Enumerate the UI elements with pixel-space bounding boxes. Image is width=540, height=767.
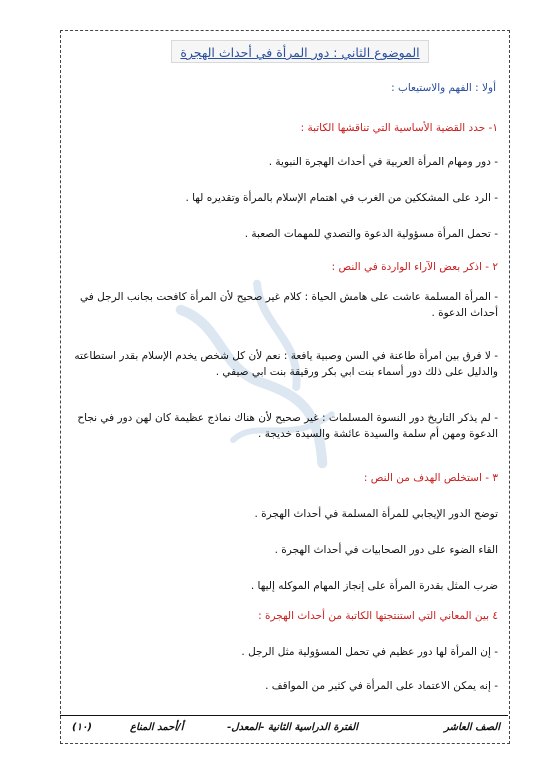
answer-3-3: ضرب المثل بقدرة المرأة على إنجاز المهام الموكله إليها . [250, 580, 498, 592]
page-title: الموضوع الثاني : دور المرأة في أحداث الهجرة [171, 40, 428, 63]
answer-2-2: - لا فرق بين امرأة طاعنة في السن وصبية يافعة : نعم لأن كل شخص يخدم الإسلام بقدر استطاعته والدليل على ذلك دور أسماء بنت ابي بكر ورقيقة بنت ابي صيفي . [74, 350, 498, 379]
answer-4-2: - إنه يمكن الاعتماد على المرأة في كثير من المواقف . [265, 680, 498, 692]
question-3: ٣ - استخلص الهدف من النص : [363, 472, 498, 484]
footer-teacher: أ/أحمد المناع [130, 722, 184, 733]
footer [60, 716, 508, 742]
answer-1-3: - تحمل المرأة مسؤولية الدعوة والتصدي للمهمات الصعبة . [244, 228, 498, 240]
answer-2-3: - لم يذكر التاريخ دور النسوة المسلمات : غير صحيح لأن هناك نماذج عظيمة كان لهن دور في نجاح الدعوة ومهن أم سلمة والسيدة عائشة والسيدة خديجة . [77, 412, 498, 441]
section-heading: أولا : الفهم والاستيعاب : [391, 82, 496, 94]
answer-3-1: توضح الدور الإيجابي للمرأة المسلمة في أحداث الهجرة . [254, 508, 498, 520]
question-1: ١- حدد القضية الأساسية التي تناقشها الكاتبة : [300, 122, 498, 134]
document-body [60, 30, 508, 742]
answer-1-1: - دور ومهام المرأة العربية في أحداث الهجرة النبوية . [268, 156, 498, 168]
answer-2-1: - المرأة المسلمة عاشت على هامش الحياة : كلام غير صحيح لأن المرأة كافحت بجانب الرجل في أحداث الدعوة . [80, 291, 498, 320]
answer-1-2: - الرد على المشككين من الغرب في اهتمام الإسلام بالمرأة وتقديره لها . [185, 192, 498, 204]
answer-3-2: القاء الضوء على دور الصحابيات في أحداث الهجرة . [274, 544, 498, 556]
question-4: ٤ بين المعاني التي استنتجتها الكاتبة من أحداث الهجرة : [258, 610, 498, 622]
question-2: ٢ - اذكر بعض الآراء الواردة في النص : [331, 261, 498, 273]
footer-page-number: (١٠) [72, 722, 92, 733]
answer-4-1: - إن المرأة لها دور عظيم في تحمل المسؤولية مثل الرجل . [241, 646, 498, 658]
footer-period: الفترة الدراسية الثانية -المعدل- [227, 722, 358, 733]
footer-grade: الصف العاشر [444, 722, 500, 733]
